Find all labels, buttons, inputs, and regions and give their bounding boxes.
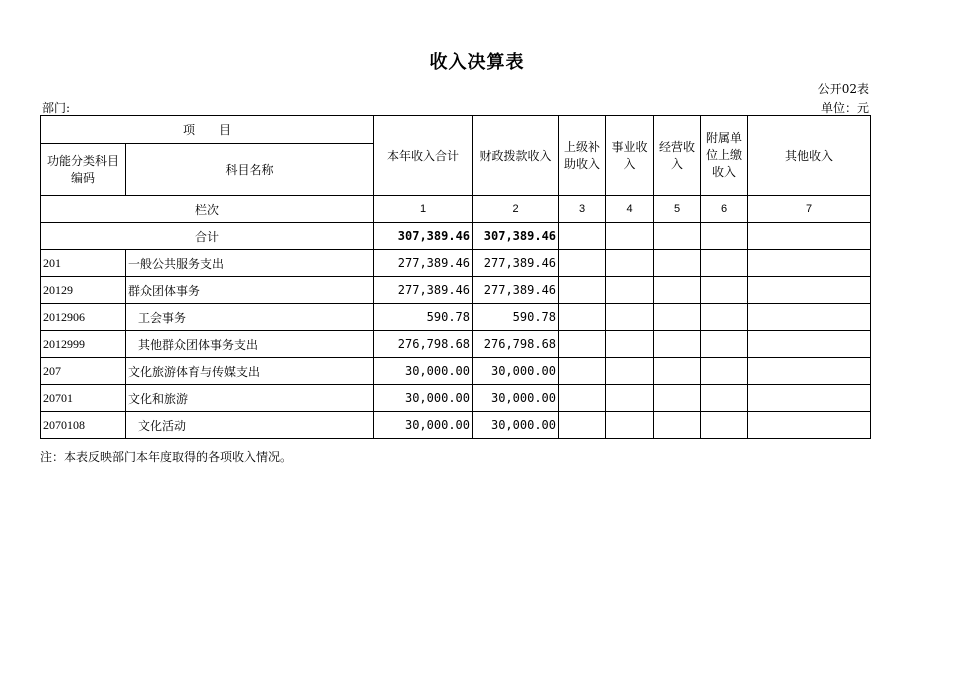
header-item: 项 目	[41, 116, 374, 144]
header-row-1	[41, 116, 871, 144]
empty-cell	[559, 304, 606, 331]
empty-cell	[748, 250, 871, 277]
empty-cell	[654, 331, 701, 358]
table-row	[41, 304, 871, 331]
total-fiscal-value: 307,389.46	[473, 223, 559, 250]
table-row	[41, 385, 871, 412]
subject-code: 201	[41, 250, 126, 277]
empty-cell	[559, 412, 606, 439]
empty-cell	[748, 223, 871, 250]
fiscal-income-value: 30,000.00	[473, 412, 559, 439]
header-other-income: 其他收入	[748, 116, 871, 196]
subject-code: 207	[41, 358, 126, 385]
column-number: 6	[701, 196, 748, 223]
total-row	[41, 223, 871, 250]
total-income-value: 277,389.46	[374, 277, 473, 304]
total-income-value: 30,000.00	[374, 358, 473, 385]
empty-cell	[606, 385, 654, 412]
subject-name: 文化和旅游	[126, 385, 374, 412]
column-number: 1	[374, 196, 473, 223]
header-business-income: 事业收入	[606, 116, 654, 196]
empty-cell	[654, 250, 701, 277]
footnote: 注：本表反映部门本年度取得的各项收入情况。	[40, 450, 293, 464]
header-subject-name: 科目名称	[126, 144, 374, 196]
empty-cell	[559, 223, 606, 250]
empty-cell	[606, 223, 654, 250]
total-income-value: 277,389.46	[374, 250, 473, 277]
total-label: 合计	[41, 223, 374, 250]
subject-name: 文化旅游体育与传媒支出	[126, 358, 374, 385]
empty-cell	[654, 358, 701, 385]
table-row	[41, 358, 871, 385]
fiscal-income-value: 590.78	[473, 304, 559, 331]
header-superior-income: 上级补助收入	[559, 116, 606, 196]
header-operation-income: 经营收入	[654, 116, 701, 196]
unit-label: 单位：元	[820, 101, 869, 115]
empty-cell	[748, 277, 871, 304]
fiscal-income-value: 30,000.00	[473, 358, 559, 385]
column-number: 5	[654, 196, 701, 223]
column-number: 3	[559, 196, 606, 223]
fiscal-income-value: 277,389.46	[473, 250, 559, 277]
total-income-value: 590.78	[374, 304, 473, 331]
fiscal-income-value: 30,000.00	[473, 385, 559, 412]
empty-cell	[559, 277, 606, 304]
empty-cell	[606, 331, 654, 358]
empty-cell	[559, 331, 606, 358]
table-row	[41, 250, 871, 277]
column-number: 7	[748, 196, 871, 223]
empty-cell	[748, 358, 871, 385]
empty-cell	[701, 358, 748, 385]
total-income-value: 276,798.68	[374, 331, 473, 358]
empty-cell	[701, 223, 748, 250]
empty-cell	[606, 358, 654, 385]
empty-cell	[701, 412, 748, 439]
page-title: 收入决算表	[429, 52, 525, 73]
empty-cell	[606, 412, 654, 439]
subject-code: 20129	[41, 277, 126, 304]
subject-name: 工会事务	[126, 304, 374, 331]
header-func-code: 功能分类科目编码	[41, 144, 126, 196]
empty-cell	[701, 331, 748, 358]
empty-cell	[701, 250, 748, 277]
department-label: 部门:	[42, 101, 71, 115]
fiscal-income-value: 277,389.46	[473, 277, 559, 304]
header-total-income: 本年收入合计	[374, 116, 473, 196]
empty-cell	[654, 385, 701, 412]
empty-cell	[748, 304, 871, 331]
subject-code: 20701	[41, 385, 126, 412]
empty-cell	[701, 277, 748, 304]
table-row	[41, 277, 871, 304]
empty-cell	[654, 412, 701, 439]
empty-cell	[606, 277, 654, 304]
fiscal-income-value: 276,798.68	[473, 331, 559, 358]
empty-cell	[748, 331, 871, 358]
income-table	[40, 115, 871, 439]
empty-cell	[559, 385, 606, 412]
empty-cell	[654, 277, 701, 304]
subject-name: 文化活动	[126, 412, 374, 439]
table-row	[41, 412, 871, 439]
subject-name: 群众团体事务	[126, 277, 374, 304]
form-number: 公开02表	[817, 82, 869, 96]
subject-code: 2070108	[41, 412, 126, 439]
empty-cell	[748, 385, 871, 412]
total-income-value: 307,389.46	[374, 223, 473, 250]
subject-code: 2012906	[41, 304, 126, 331]
empty-cell	[606, 250, 654, 277]
column-number: 4	[606, 196, 654, 223]
empty-cell	[701, 385, 748, 412]
empty-cell	[654, 304, 701, 331]
empty-cell	[559, 358, 606, 385]
empty-cell	[748, 412, 871, 439]
subject-code: 2012999	[41, 331, 126, 358]
column-number-label: 栏次	[41, 196, 374, 223]
empty-cell	[654, 223, 701, 250]
subject-name: 其他群众团体事务支出	[126, 331, 374, 358]
subject-name: 一般公共服务支出	[126, 250, 374, 277]
column-number-row	[41, 196, 871, 223]
table-row	[41, 331, 871, 358]
total-income-value: 30,000.00	[374, 412, 473, 439]
empty-cell	[559, 250, 606, 277]
empty-cell	[606, 304, 654, 331]
header-affiliate-income: 附属单位上缴收入	[701, 116, 748, 196]
header-fiscal-income: 财政拨款收入	[473, 116, 559, 196]
empty-cell	[701, 304, 748, 331]
total-income-value: 30,000.00	[374, 385, 473, 412]
column-number: 2	[473, 196, 559, 223]
